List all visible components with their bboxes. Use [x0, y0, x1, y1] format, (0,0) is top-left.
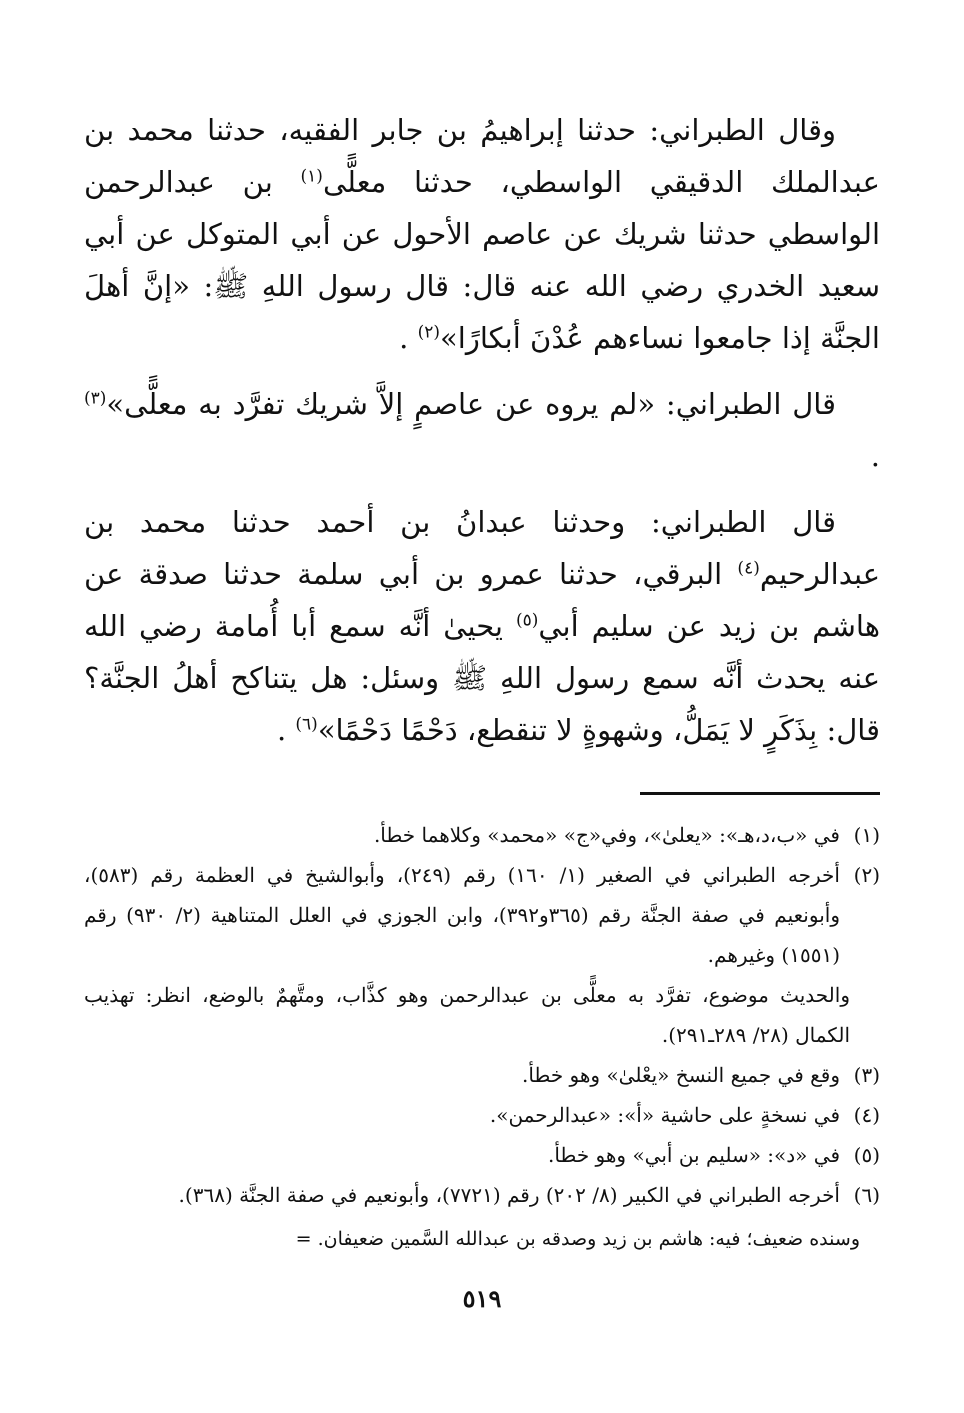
paragraph-2-text: قال الطبراني: «لم يروه عن عاصمٍ إلاَّ شريك تفرَّد به معلًّى»: [106, 387, 836, 421]
footnote-text: في «د»: «سليم بن أبي» وهو خطأ.: [547, 1143, 840, 1167]
paragraph-1-text: وقال الطبراني: حدثنا إبراهيمُ بن جابر الفقيه، حدثنا محمد بن عبدالملك الدقيقي الواسطي، حدثنا معلًّى: [84, 113, 880, 199]
footnote-continuation-line: وسنده ضعيف؛ فيه: هاشم بن زيد وصدقه بن عبدالله السَّمين ضعيفان. =: [295, 1228, 860, 1250]
footnote-marker-5: (٥): [515, 610, 539, 631]
footnote-marker-3: (٣): [84, 388, 107, 409]
footnotes: [84, 815, 880, 1215]
footnote-text: في نسخةٍ على حاشية «أ»: «عبدالرحمن».: [489, 1103, 840, 1127]
footnote-2-continuation: والحديث موضوع، تفرَّد به معلًّى بن عبدالرحمن وهو كذَّاب، ومتَّهمٌ بالوضع، انظر: تهذيب الكمال (٢٨/ ٢٨٩ـ٢٩١).: [84, 983, 850, 1047]
paragraph-2: [84, 378, 880, 482]
footnote-marker-6: (٦): [295, 714, 318, 735]
paragraph-3-end: .: [276, 713, 296, 747]
page-body: [84, 104, 880, 1259]
paragraph-1: [84, 104, 880, 364]
footnote-text: وقع في جميع النسخ «يعْلىٰ» وهو خطأ.: [521, 1063, 840, 1087]
footnote-5: [84, 1135, 880, 1175]
paragraph-3-text: قال الطبراني: وحدثنا عبدانُ بن أحمد حدثنا محمد بن عبدالرحيم: [84, 505, 880, 591]
paragraph-2-end: .: [870, 439, 880, 473]
footnote-number: (١): [853, 823, 880, 847]
footnote-2: [84, 855, 880, 975]
paragraph-3-text-cont: البرقي، حدثنا عمرو بن أبي سلمة حدثنا صدقة عن هاشم بن زيد عن سليم أبي: [84, 557, 880, 643]
footnote-number: (٢): [853, 863, 880, 887]
footnote-text: في «ب،د،هـ»: «يعلىٰ»، وفي«ج» «محمد» وكلاهما خطأ.: [373, 823, 840, 847]
footnote-number: (٤): [853, 1103, 880, 1127]
footnote-marker-4: (٤): [737, 558, 760, 579]
paragraph-1-end: .: [399, 321, 418, 355]
footnote-4: [84, 1095, 880, 1135]
footnote-divider: [640, 792, 880, 795]
footnote-number: (٣): [853, 1063, 880, 1087]
footnote-6: [84, 1175, 880, 1215]
footnote-number: (٥): [853, 1143, 880, 1167]
footnote-1: [84, 815, 880, 855]
paragraph-3-text-cont-2: يحيىٰ أنَّه سمع أبا أُمامة رضي الله عنه يحدث أنَّه سمع رسول اللهِ ﷺ وسئل: هل يتناكح أهلُ الجنَّة؟ قال: بِذَكَرٍ لا يَمَلُّ، وشهوةٍ لا تنقطع، دَحْمًا دَحْمًا»: [84, 609, 880, 747]
paragraph-3: [84, 496, 880, 756]
footnote-number: (٦): [853, 1183, 880, 1207]
footnote-text: أخرجه الطبراني في الصغير (١/ ١٦٠) رقم (٢٤٩)، وأبوالشيخ في العظمة رقم (٥٨٣)، وأبونعيم في صفة الجنَّة رقم (٣٦٥و٣٩٢)، وابن الجوزي في العلل المتناهية (٢/ ٩٣٠) رقم (١٥٥١) وغيرهم.: [84, 863, 840, 967]
footnote-marker-1: (١): [300, 166, 323, 187]
footnote-3: [84, 1055, 880, 1095]
paragraph-1-text-cont: بن عبدالرحمن الواسطي حدثنا شريك عن عاصم الأحول عن أبي المتوكل عن أبي سعيد الخدري رضي الله عنه قال: قال رسول اللهِ ﷺ: «إنَّ أهلَ الجنَّة إذا جامعوا نساءهم عُدْنَ أبكارًا»: [84, 165, 880, 355]
main-text: [84, 104, 880, 756]
page-number: ٥١٩: [462, 1284, 502, 1313]
footnote-marker-2: (٢): [417, 322, 441, 343]
footnote-text: أخرجه الطبراني في الكبير (٨/ ٢٠٢) رقم (٧٧٢١)، وأبونعيم في صفة الجنَّة (٣٦٨).: [178, 1183, 840, 1207]
